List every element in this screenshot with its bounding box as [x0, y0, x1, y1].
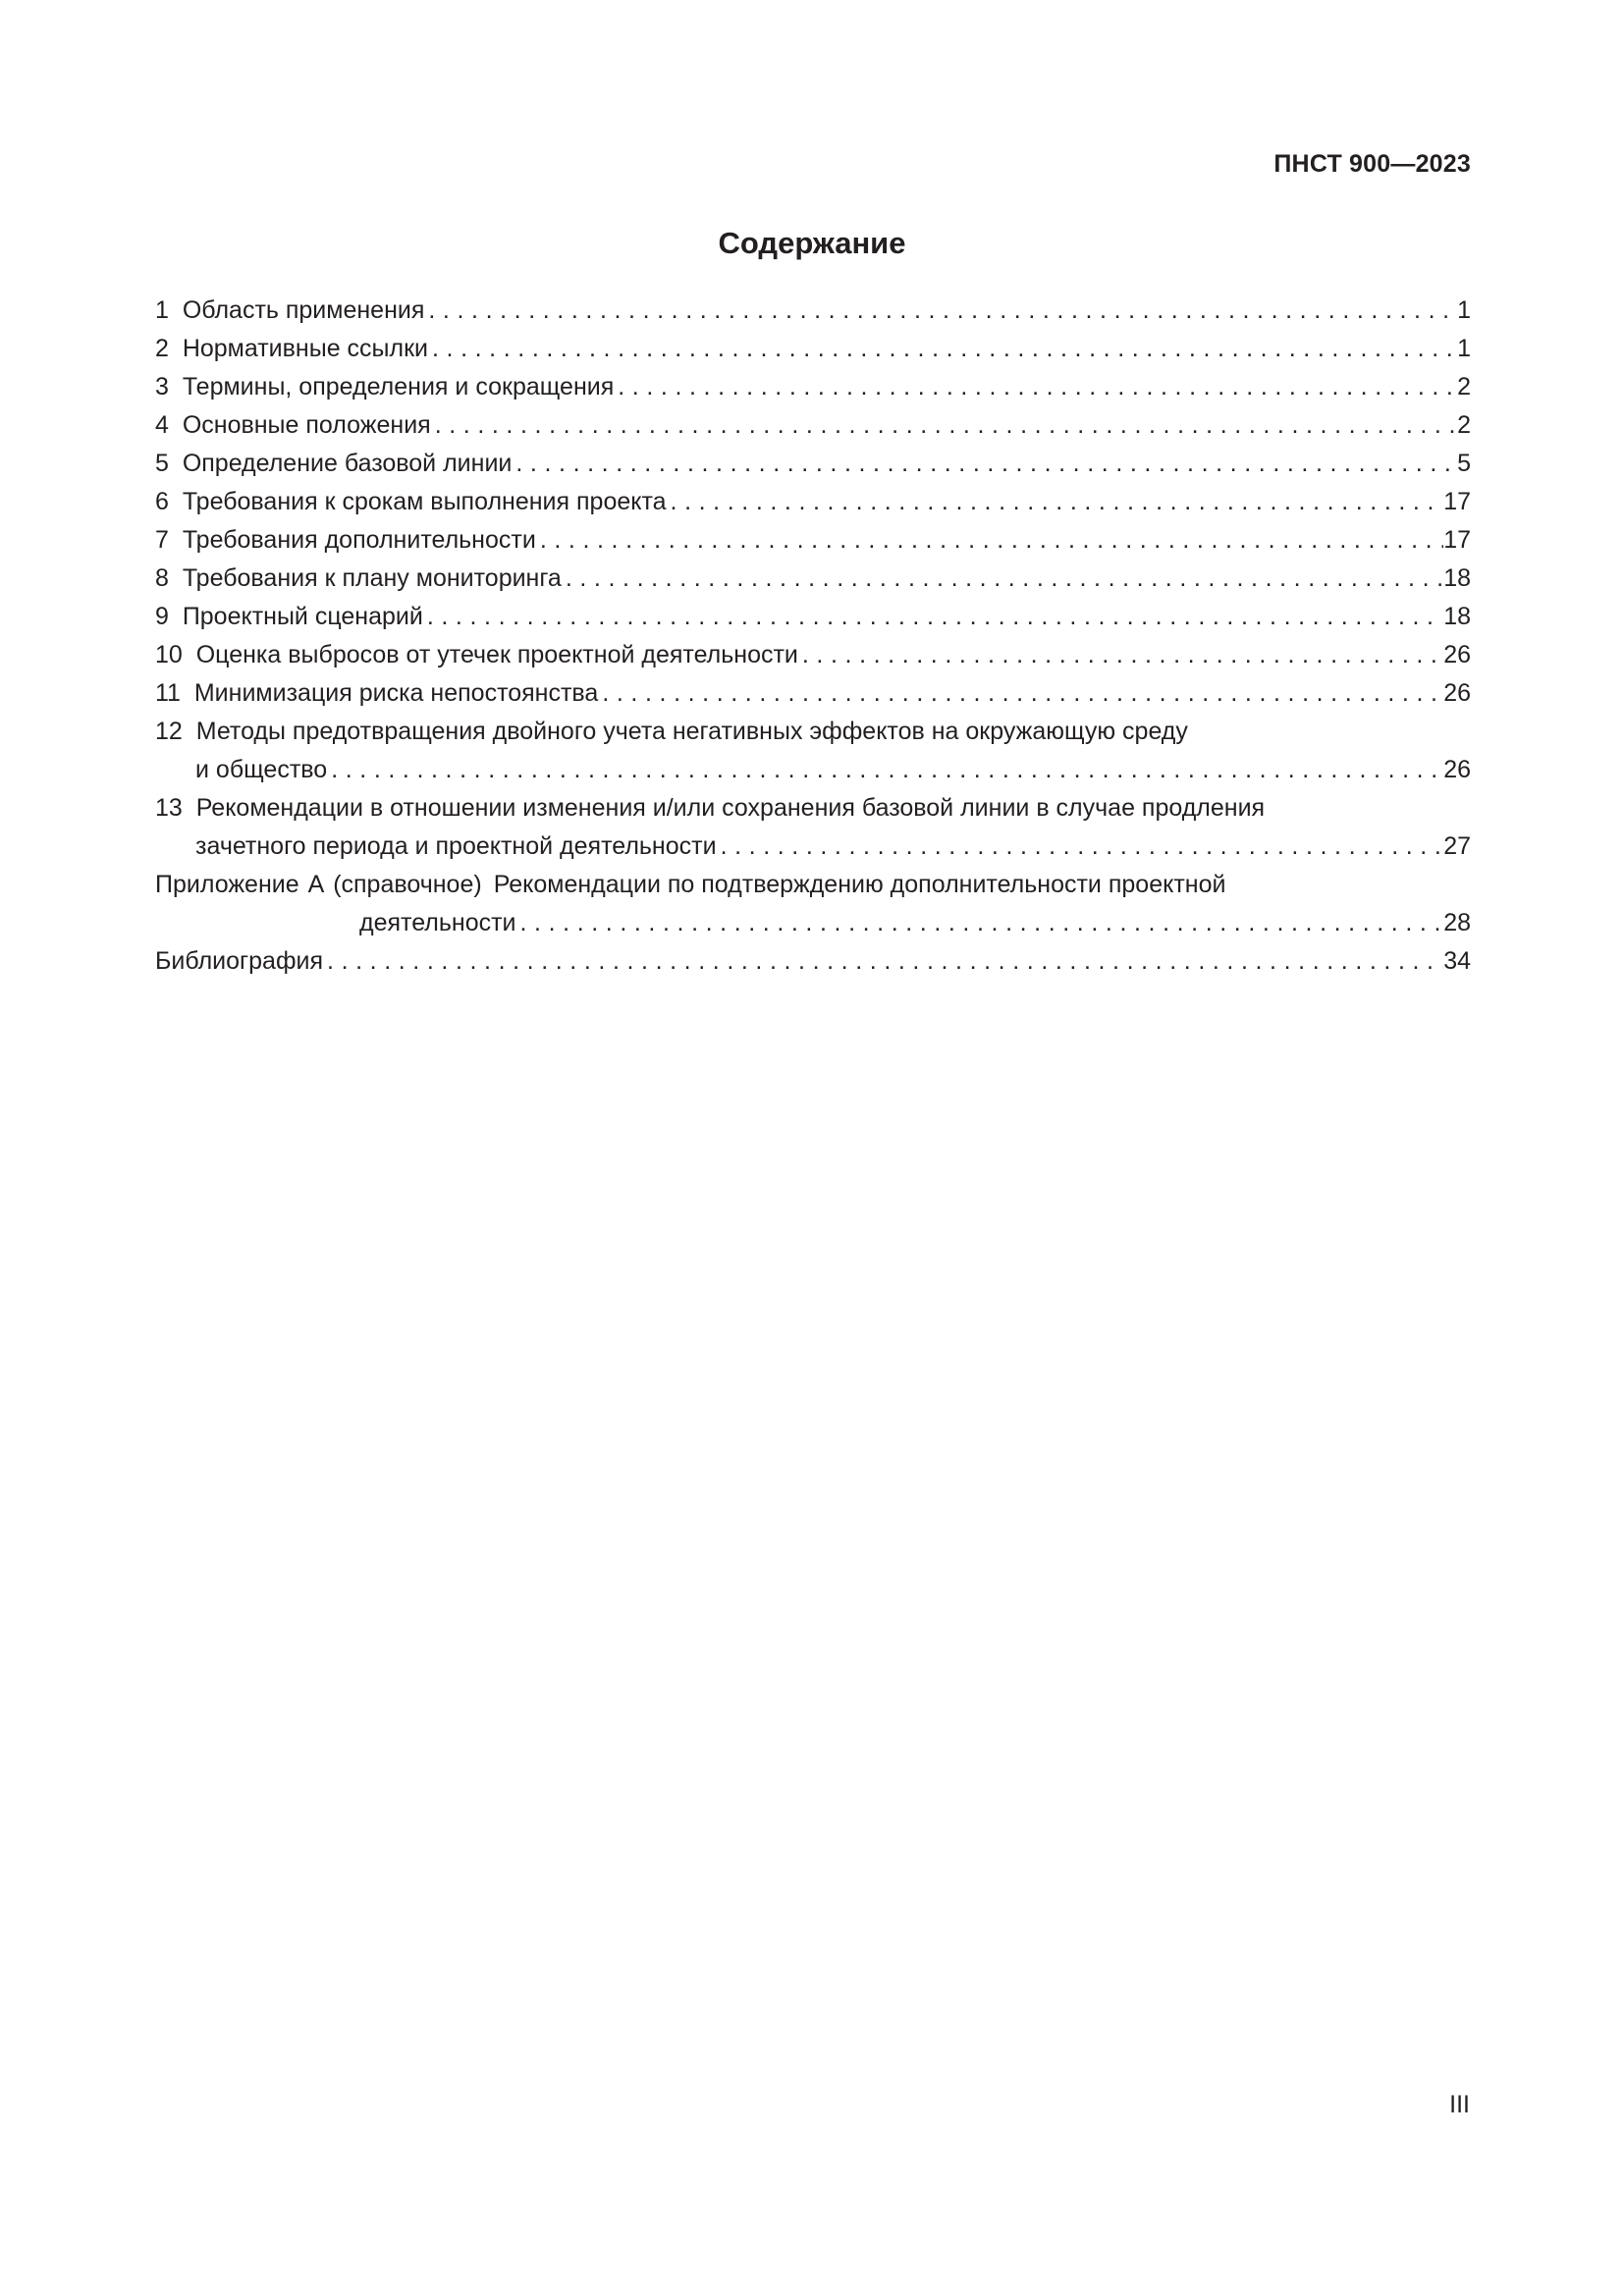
toc-entry-page: 18	[1443, 603, 1471, 630]
toc-entry-page: 26	[1443, 679, 1471, 707]
toc-entry[interactable]	[155, 789, 1471, 866]
toc-entry[interactable]	[155, 636, 1471, 674]
toc-entry-appendix[interactable]	[155, 866, 1471, 942]
toc-entry[interactable]	[155, 483, 1471, 521]
toc-entry-page: 2	[1457, 411, 1471, 439]
toc-entry[interactable]	[155, 521, 1471, 560]
toc-entry-page: 26	[1443, 641, 1471, 668]
toc-entry-title: Методы предотвращения двойного учета негативных эффектов на окружающую среду	[195, 718, 1188, 745]
toc-entry-page: 28	[1443, 909, 1471, 936]
dot-leader	[520, 904, 1444, 942]
dot-leader	[331, 751, 1443, 789]
dot-leader	[427, 598, 1443, 636]
toc-entry-title: Нормативные ссылки	[182, 335, 428, 362]
toc-entry-title: Минимизация риска непостоянства	[193, 679, 599, 707]
dot-leader	[566, 560, 1443, 598]
toc-entry-title: Определение базовой линии	[182, 450, 513, 477]
toc-entry[interactable]	[155, 713, 1471, 789]
dot-leader	[515, 445, 1457, 483]
toc-entry-number: 5	[155, 450, 169, 477]
toc-entry[interactable]	[155, 560, 1471, 598]
dot-leader	[435, 406, 1457, 445]
toc-entry-number: 10	[155, 641, 183, 668]
toc-entry-number: 7	[155, 526, 169, 554]
dot-leader	[428, 292, 1457, 330]
toc-entry-title: Требования дополнительности	[182, 526, 536, 554]
appendix-label: Приложение А (справочное)	[155, 871, 482, 898]
toc-entry-title-continued: зачетного периода и проектной деятельности	[195, 832, 717, 860]
toc-entry-title: Рекомендации в отношении изменения и/или сохранения базовой линии в случае продления	[195, 794, 1266, 822]
toc-entry-number: 11	[155, 679, 181, 707]
toc-entry-number: 12	[155, 718, 183, 745]
toc-list	[155, 292, 1471, 981]
toc-entry-page: 18	[1443, 564, 1471, 592]
toc-entry-title: Оценка выбросов от утечек проектной деятельности	[195, 641, 798, 668]
toc-entry-number: 2	[155, 335, 169, 362]
page-number: III	[1449, 2091, 1470, 2118]
toc-entry-title: Термины, определения и сокращения	[182, 373, 615, 400]
toc-entry-number: 9	[155, 603, 169, 630]
dot-leader	[432, 330, 1457, 368]
toc-entry-number: 8	[155, 564, 169, 592]
toc-entry-page: 1	[1457, 296, 1471, 324]
toc-entry-title: Проектный сценарий	[182, 603, 423, 630]
toc-entry-number: 4	[155, 411, 169, 439]
dot-leader	[602, 674, 1443, 713]
dot-leader	[327, 942, 1443, 981]
toc-entry-number: 1	[155, 296, 169, 324]
dot-leader	[618, 368, 1457, 406]
toc-entry-page: 5	[1457, 450, 1471, 477]
dot-leader	[540, 521, 1443, 560]
toc-entry[interactable]	[155, 292, 1471, 330]
toc-entry-number: 13	[155, 794, 183, 822]
toc-entry[interactable]	[155, 330, 1471, 368]
toc-entry-page: 1	[1457, 335, 1471, 362]
toc-entry-title: Требования к плану мониторинга	[182, 564, 562, 592]
toc-entry[interactable]	[155, 674, 1471, 713]
toc-entry-page: 26	[1443, 756, 1471, 783]
toc-entry-page: 17	[1443, 488, 1471, 515]
document-code: ПНСТ 900—2023	[1273, 150, 1471, 178]
dot-leader	[671, 483, 1444, 521]
toc-entry-title: Библиография	[155, 947, 324, 975]
toc-entry-title-continued: и общество	[195, 756, 328, 783]
appendix-title-continued: деятельности	[359, 909, 516, 936]
toc-entry-number: 6	[155, 488, 169, 515]
toc-entry-page: 2	[1457, 373, 1471, 400]
toc-entry-page: 17	[1443, 526, 1471, 554]
toc-entry[interactable]	[155, 445, 1471, 483]
dot-leader	[802, 636, 1443, 674]
toc-title: Содержание	[718, 226, 906, 260]
appendix-title: Рекомендации по подтверждению дополнительности проектной	[493, 871, 1226, 898]
toc-entry-page: 34	[1443, 947, 1471, 975]
toc-entry-title: Основные положения	[182, 411, 431, 439]
toc-entry[interactable]	[155, 368, 1471, 406]
toc-entry[interactable]	[155, 406, 1471, 445]
toc-entry-page: 27	[1443, 832, 1471, 860]
toc-entry[interactable]	[155, 598, 1471, 636]
dot-leader	[721, 828, 1444, 866]
toc-entry-title: Область применения	[182, 296, 425, 324]
toc-entry-title: Требования к срокам выполнения проекта	[182, 488, 667, 515]
toc-entry-bibliography[interactable]	[155, 942, 1471, 981]
toc-entry-number: 3	[155, 373, 169, 400]
